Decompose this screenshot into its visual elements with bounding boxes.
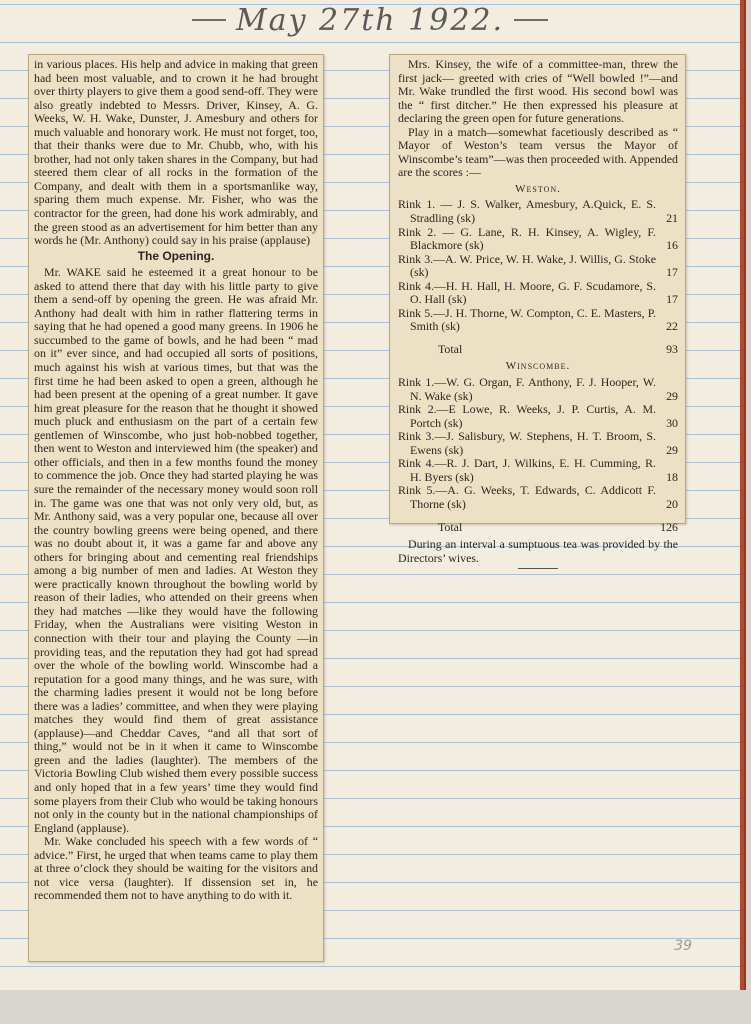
rink-row [398, 376, 678, 403]
rink-players: Rink 4.—R. J. Dart, J. Wilkins, E. H. Cumming, R. H. Byers (sk) [398, 456, 656, 484]
rink-score: 18 [666, 469, 678, 484]
rink-players: Rink 2.—E Lowe, R. Weeks, J. P. Curtis, A. M. Portch (sk) [398, 402, 656, 430]
rink-score: 20 [666, 496, 678, 511]
rink-players: Rink 4.—H. H. Hall, H. Moore, G. F. Scudamore, S. O. Hall (sk) [398, 278, 656, 307]
newspaper-clipping-right [389, 54, 686, 565]
rink-players: Rink 1.—W. G. Organ, F. Anthony, F. J. Hooper, W. N. Wake (sk) [398, 375, 656, 403]
rink-score: 17 [666, 292, 678, 307]
rink-score: 22 [666, 319, 678, 334]
rink-row [398, 403, 678, 430]
article-paragraph: During an interval a sumptuous tea was provided by the Directors’ wives. [398, 537, 678, 565]
total-row-winscombe [398, 516, 678, 535]
rink-row [398, 253, 678, 280]
rink-players: Rink 2. — G. Lane, R. H. Kinsey, A. Wigley, F. Blackmore (sk) [398, 224, 656, 253]
rink-row [398, 430, 678, 457]
rink-row [398, 280, 678, 307]
team-heading-weston: Weston. [515, 182, 561, 195]
rink-row [398, 226, 678, 253]
rink-players: Rink 3.—J. Salisbury, W. Stephens, H. T. Broom, S. Ewens (sk) [398, 429, 656, 457]
article-subheading: The Opening. [137, 248, 215, 263]
total-label: Total [438, 519, 463, 534]
rink-row [398, 198, 678, 225]
rink-row [398, 457, 678, 484]
rink-score: 21 [666, 211, 678, 226]
article-paragraph: Mr. Wake concluded his speech with a few words of “ advice.” First, he urged that when teams came to play them at three o’clock they should be waiting for the visitors and not vice versa (laughter). If dissension set in, he recommended them not to have anything to do with it. [34, 834, 318, 903]
rink-score: 17 [666, 265, 678, 280]
team-heading-winscombe: Winscombe. [505, 360, 571, 373]
article-paragraph: Mrs. Kinsey, the wife of a committee-man, threw the first jack— greeted with cries of “Well bowled !”—and Mr. Wake trundled the first wood. His second bowl was the “ first ditcher.” He then expressed his pleasure at declaring the green open for future generations. [398, 57, 678, 126]
score-list-weston [398, 198, 678, 333]
rink-score: 29 [666, 388, 678, 403]
article-paragraph: Mr. WAKE said he esteemed it a great honour to be asked to attend there that day with his little party to give them a send-off by opening the green. He was afraid Mr. Anthony had dealt with him in rather flattering terms in saying that he had opened a good many greens. In 1906 he succumbed to the game of bowls, and he had been “ mad on it” ever since, and had occupied all sorts of positions, much against his wish at various times, but that was the first time he had been asked to open a green, although he had been present at the opening of a great number. It gave him great pleasure for the reason that he thought it showed much pluck and enthusiasm on the part of a certain few gentlemen of Winscombe, who just hob-nobbed together, then went to Weston and interviewed him (the speaker) and other officials, and then in a few months found the money to commence the job. Once they had started playing he was sure the remainder of the necessary money would soon roll in. The game was one that was not only very old, but, as Mr. Anthony said, was a very popular one, because all over the country bowling greens were being opened, and there was no doubt about it, it was a game far and above any others for bringing about and cementing real friendships among a big number of men and ladies. At Weston they were practically known throughout the bowling world by reason of their ladies, who attended on their greens when they had matches —like they would have the following Friday, when the Australians were visiting Weston in connection with their tour and playing the County —in providing teas, and the reputation they had got had spread over the whole of the bowling world. Winscombe had a reputation for a good many things, and he was sure, with the charming ladies present it would not be long before there was a ladies’ committee, and when they were playing matches they would find them of great assistance (applause)—and Cheddar Caves, “and all that sort of thing,” would not be in it when it came to Winscombe green and the ladies (laughter). The members of the Victoria Bowling Club wished them every possible success and only hoped that in a few years’ time they would find some players from their Club who would be taking honours not only in the county but in the national championships of England (applause). [34, 265, 318, 835]
page-number: 39 [674, 938, 692, 954]
total-label: Total [438, 341, 463, 356]
rink-score: 30 [666, 415, 678, 430]
rink-players: Rink 3.—A. W. Price, W. H. Wake, J. Willis, G. Stoke (sk) [398, 251, 656, 280]
total-score: 93 [666, 341, 678, 356]
rink-players: Rink 5.—J. H. Thorne, W. Compton, C. E. Masters, P. Smith (sk) [398, 305, 656, 334]
date-heading [0, 0, 740, 40]
heading-rule-left [192, 19, 226, 21]
rink-players: Rink 1. — J. S. Walker, Amesbury, A.Quick, E. S. Stradling (sk) [398, 197, 656, 226]
rink-row [398, 484, 678, 511]
article-paragraph: Play in a match—somewhat facetiously described as “ Mayor of Weston’s team versus the Mayor of Winscombe’s team”—was then proceeded with. Appended are the scores :— [398, 124, 678, 180]
article-paragraph: in various places. His help and advice in making that green had been most valuable, and to crown it he had brought over thirty players to give them a good send-off. They were also greatly indebted to Messrs. Driver, Kinsey, A. G. Weeks, W. H. Wake, Dunster, J. Amesbury and others for much valuable and honorary work. He must not forget, too, that their thanks were due to Mr. Chubb, who, with his brother, had not only taken shares in the Company, but had steered them clear of all rocks in the formation of the Company, and dealt with them in a sportsmanlike way, sparing them much expense. Mr. Fisher, who was the contractor for the green, had done his work admirably, and the green stood as an advertisement for him better than any words he (Mr. Anthony) could say in his praise (applause) [34, 57, 318, 248]
heading-rule-right [514, 19, 548, 21]
total-row-weston [398, 338, 678, 357]
rink-players: Rink 5.—A. G. Weeks, T. Edwards, C. Addicott F. Thorne (sk) [398, 483, 656, 511]
date-heading-text: May 27th 1922. [235, 2, 505, 38]
total-score: 126 [660, 519, 678, 534]
newspaper-clipping-left [28, 54, 324, 962]
score-list-winscombe [398, 376, 678, 511]
rink-score: 29 [666, 442, 678, 457]
end-rule [518, 568, 558, 569]
rink-row [398, 307, 678, 334]
rink-score: 16 [666, 238, 678, 253]
